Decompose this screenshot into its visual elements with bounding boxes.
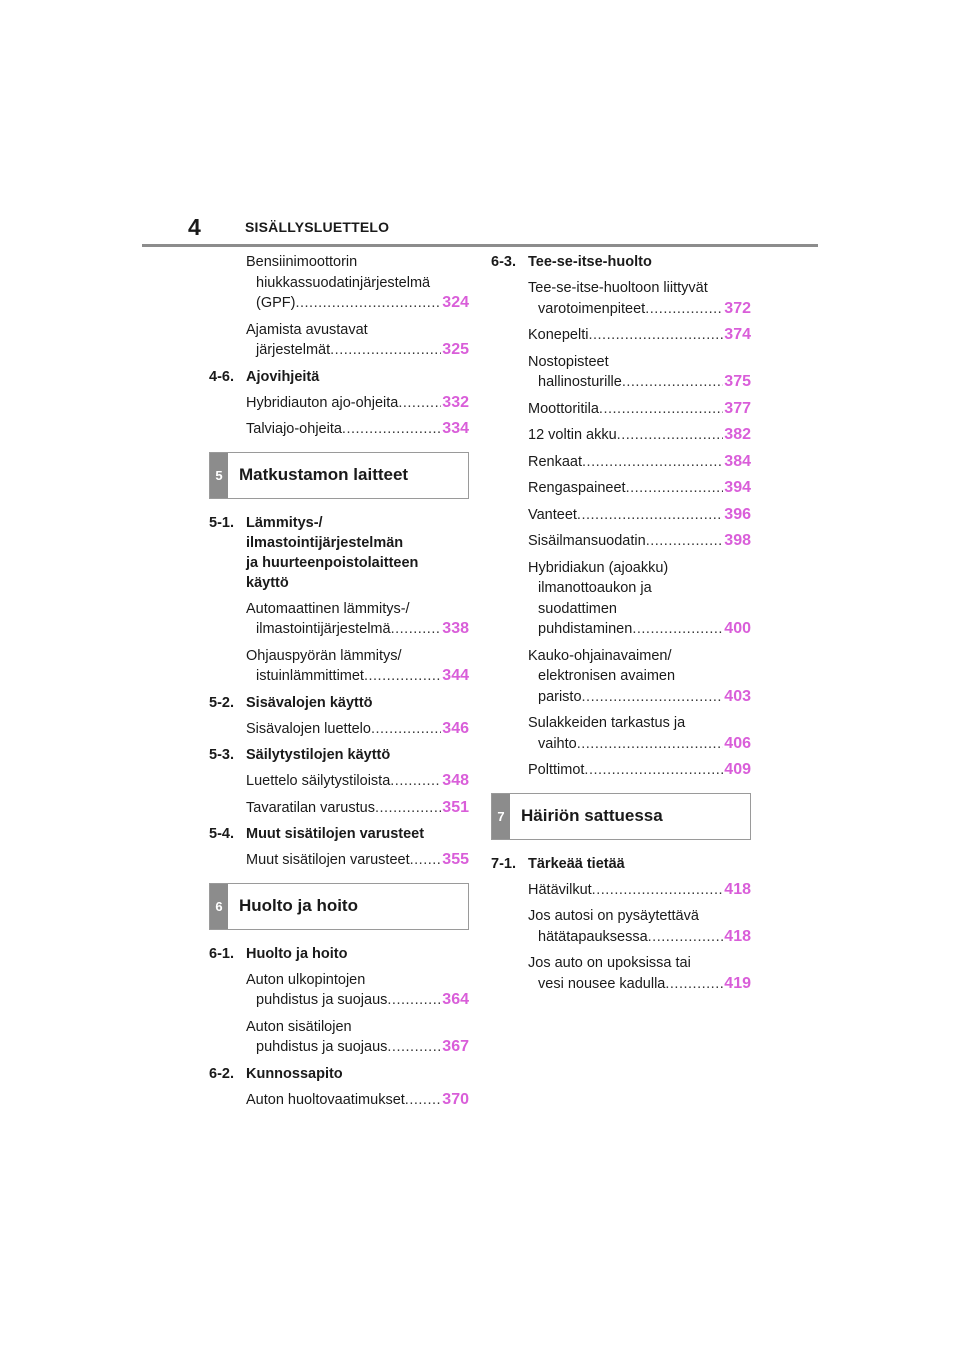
dot-leader (387, 990, 441, 1011)
dot-leader (371, 719, 441, 740)
entry-title-line: puhdistus ja suojaus (256, 1039, 388, 1055)
page-link[interactable]: 334 (442, 420, 469, 437)
dot-leader (375, 798, 441, 819)
page-link[interactable]: 382 (724, 426, 751, 443)
section-title-line: Ajovihjeitä (246, 368, 320, 385)
toc-entry[interactable] (528, 531, 751, 552)
toc-entry[interactable] (528, 425, 751, 446)
entry-title-row (246, 1037, 469, 1058)
entry-title-row (528, 619, 751, 640)
page-link[interactable]: 418 (724, 880, 751, 898)
chapter-title: Matkustamon laitteet (239, 465, 409, 484)
dot-leader (577, 505, 723, 526)
entry-title-row (246, 1090, 469, 1111)
toc-entry[interactable] (246, 252, 469, 314)
dot-leader (391, 619, 442, 640)
section-number: 5-3. (209, 747, 234, 763)
toc-entry[interactable] (246, 798, 469, 819)
section-number: 4-6. (209, 368, 234, 385)
entry-title-line: Hybridiakun (ajoakku) (528, 559, 669, 576)
entry-title-line: Polttimot (528, 762, 585, 778)
toc-entry[interactable] (246, 1090, 469, 1111)
page-number: 4 (188, 214, 201, 240)
toc-section-heading (209, 367, 469, 387)
toc-entry[interactable] (246, 771, 469, 792)
section-title-line: Tärkeää tietää (528, 855, 625, 872)
page-link[interactable]: 338 (442, 620, 469, 637)
entry-title-line: hallinosturille (538, 374, 622, 390)
entry-title-line: Jos auto on upoksissa tai (528, 955, 691, 971)
page-link[interactable]: 403 (724, 687, 751, 705)
toc-entry[interactable] (246, 393, 469, 414)
entry-title-row (528, 399, 751, 420)
page-link[interactable]: 325 (442, 341, 469, 358)
entry-title-line: Sisävalojen luettelo (246, 720, 371, 737)
toc-entry[interactable] (246, 320, 469, 361)
page-link[interactable]: 400 (724, 620, 751, 637)
entry-title-row (246, 990, 469, 1011)
entry-title-row (528, 880, 751, 901)
toc-section-heading (491, 854, 751, 874)
section-title-line: Säilytystilojen käyttö (246, 747, 391, 763)
toc-section-heading (491, 252, 751, 272)
toc-column-left (209, 252, 469, 1116)
entry-title-row (528, 299, 751, 320)
dot-leader (390, 771, 441, 792)
entry-title-line: Renkaat (528, 453, 583, 470)
page-link[interactable]: 394 (724, 479, 751, 496)
entry-title-line: ilmastointijärjestelmä (256, 621, 391, 637)
section-title-line: ja huurteenpoistolaitteen (246, 554, 419, 571)
section-title-line: Lämmitys-/ (246, 514, 323, 531)
page-link[interactable]: 332 (442, 393, 469, 411)
entry-title-line: hiukkassuodatinjärjestelmä (256, 274, 431, 291)
dot-leader (617, 425, 724, 446)
entry-title-row (528, 505, 751, 526)
dot-leader (626, 478, 724, 499)
entry-title-row (528, 325, 751, 346)
entry-title-row (528, 974, 751, 995)
dot-leader (584, 760, 723, 781)
toc-entry[interactable] (246, 970, 469, 1011)
entry-title-line: Hybridiauton ajo-ohjeita (246, 394, 399, 411)
toc-entry[interactable] (246, 850, 469, 871)
dot-leader (648, 927, 724, 948)
entry-title-row (528, 927, 751, 948)
toc-entry[interactable] (528, 558, 751, 640)
page-link[interactable]: 372 (724, 299, 751, 317)
entry-title-line: Tee-se-itse-huoltoon liittyvät (528, 280, 708, 296)
section-title-line: Huolto ja hoito (246, 945, 348, 962)
entry-title-row (528, 687, 751, 708)
page-link[interactable]: 344 (442, 667, 469, 684)
entry-title-line: Ohjauspyörän lämmitys/ (246, 647, 402, 664)
entry-title-row (246, 798, 469, 819)
toc-entry[interactable] (246, 1017, 469, 1058)
section-number: 5-1. (209, 514, 234, 531)
toc-entry[interactable] (246, 419, 469, 440)
dot-leader (387, 1037, 441, 1058)
entry-title-row (528, 734, 751, 755)
page-link[interactable]: 409 (724, 761, 751, 778)
page-link[interactable]: 377 (724, 399, 751, 417)
page-link[interactable]: 374 (724, 326, 751, 343)
dot-leader (622, 372, 723, 393)
entry-title-line: puhdistaminen (538, 621, 633, 637)
dot-leader (645, 299, 723, 320)
entry-title-line: Sisäilmansuodatin (528, 533, 646, 549)
page-link[interactable]: 346 (442, 719, 469, 737)
entry-title-line: elektronisen avaimen (538, 668, 676, 684)
page-link[interactable]: 364 (442, 991, 469, 1008)
page-link[interactable]: 351 (442, 798, 469, 816)
entry-title-line: Nostopisteet (528, 353, 609, 370)
page-link[interactable]: 370 (442, 1090, 469, 1108)
entry-title-row (246, 619, 469, 640)
dot-leader (646, 531, 724, 552)
entry-title-line: Rengaspaineet (528, 480, 626, 496)
entry-title-line: 12 voltin akku (528, 427, 617, 443)
entry-title-line: Vanteet (528, 506, 577, 523)
entry-title-line: istuinlämmittimet (256, 668, 364, 684)
section-title-line: Sisävalojen käyttö (246, 694, 373, 711)
entry-title-line: puhdistus ja suojaus (256, 992, 388, 1008)
dot-leader (632, 619, 723, 640)
toc-entry[interactable] (246, 646, 469, 687)
toc-column-right (491, 252, 751, 1000)
entry-title-line: Talviajo-ohjeita (246, 421, 342, 437)
entry-title-row (528, 372, 751, 393)
toc-entry[interactable] (528, 880, 751, 901)
dot-leader (582, 452, 723, 473)
entry-title-line: Auton sisätilojen (246, 1018, 352, 1035)
chapter-title: Häiriön sattuessa (521, 806, 663, 825)
entry-title-line: Automaattinen lämmitys-/ (246, 600, 410, 617)
entry-title-row (246, 393, 469, 414)
page-link[interactable]: 396 (724, 505, 751, 523)
section-title-line: Tee-se-itse-huolto (528, 254, 652, 270)
entry-title-line: Jos autosi on pysäytettävä (528, 908, 699, 924)
chapter-number: 5 (210, 453, 228, 498)
page-link[interactable]: 367 (442, 1038, 469, 1055)
toc-section-heading (209, 513, 469, 593)
dot-leader (410, 850, 442, 871)
entry-title-row (246, 666, 469, 687)
dot-leader (295, 293, 441, 314)
entry-title-row (528, 452, 751, 473)
entry-title-line: Kauko-ohjainavaimen/ (528, 647, 672, 664)
toc-entry[interactable] (528, 646, 751, 708)
page-link[interactable]: 419 (724, 974, 751, 992)
chapter-box[interactable] (491, 793, 751, 840)
entry-title-line: ilmanottoaukon ja (538, 580, 652, 596)
entry-title-row (246, 719, 469, 740)
entry-title-line: vaihto (538, 735, 577, 752)
entry-title-row (528, 760, 751, 781)
entry-title-line: hätätapauksessa (538, 928, 648, 945)
chapter-title: Huolto ja hoito (239, 896, 358, 915)
entry-title-line: Auton ulkopintojen (246, 971, 366, 988)
entry-title-line: Hätävilkut (528, 881, 592, 898)
toc-entry[interactable] (246, 599, 469, 640)
section-number: 7-1. (491, 855, 516, 872)
section-title-line: Muut sisätilojen varusteet (246, 826, 425, 842)
entry-title-row (246, 293, 469, 314)
section-title-line: ilmastointijärjestelmän (246, 534, 404, 551)
entry-title-row (528, 478, 751, 499)
toc-entry[interactable] (528, 399, 751, 420)
entry-title-row (528, 425, 751, 446)
entry-title-line: paristo (538, 688, 582, 705)
page-link[interactable]: 384 (724, 452, 751, 470)
entry-title-row (246, 340, 469, 361)
dot-leader (364, 666, 441, 687)
page-link[interactable]: 348 (442, 772, 469, 789)
entry-title-line: Auton huoltovaatimukset (246, 1091, 405, 1108)
toc-section-heading (209, 944, 469, 964)
page-header (142, 213, 818, 247)
section-number: 5-4. (209, 826, 234, 842)
dot-leader (577, 734, 724, 755)
entry-title-line: vesi nousee kadulla (538, 975, 666, 992)
toc-entry[interactable] (528, 953, 751, 994)
chapter-number: 7 (492, 794, 510, 839)
toc-section-heading (209, 824, 469, 844)
toc-section-heading (209, 745, 469, 765)
dot-leader (342, 419, 441, 440)
entry-title-line: varotoimenpiteet (538, 300, 646, 317)
toc-section-heading (209, 1064, 469, 1084)
chapter-box[interactable] (209, 452, 469, 499)
toc-entry[interactable] (528, 325, 751, 346)
header-rule (142, 244, 818, 247)
dot-leader (398, 393, 441, 414)
entry-title-row (246, 771, 469, 792)
toc-entry[interactable] (528, 760, 751, 781)
entry-title-line: suodattimen (538, 600, 617, 617)
dot-leader (665, 974, 723, 995)
toc-entry[interactable] (528, 713, 751, 754)
toc-entry[interactable] (528, 906, 751, 947)
page-title: SISÄLLYSLUETTELO (245, 219, 390, 235)
dot-leader (588, 325, 723, 346)
section-title-line: Kunnossapito (246, 1065, 343, 1082)
dot-leader (330, 340, 441, 361)
page-link[interactable]: 355 (442, 851, 469, 868)
dot-leader (405, 1090, 442, 1111)
toc-entry[interactable] (528, 352, 751, 393)
page-link[interactable]: 406 (724, 734, 751, 752)
dot-leader (599, 399, 723, 420)
entry-title-row (246, 850, 469, 871)
page-link[interactable]: 324 (442, 294, 469, 311)
toc-entry[interactable] (528, 278, 751, 319)
entry-title-line: Muut sisätilojen varusteet (246, 852, 410, 868)
entry-title-line: Konepelti (528, 327, 589, 343)
chapter-box[interactable] (209, 883, 469, 930)
entry-title-row (246, 419, 469, 440)
entry-title-row (528, 531, 751, 552)
page-link[interactable]: 375 (724, 373, 751, 390)
section-title-line: käyttö (246, 574, 289, 591)
entry-title-line: Tavaratilan varustus (246, 799, 375, 816)
toc-entry[interactable] (528, 505, 751, 526)
toc-entry[interactable] (528, 452, 751, 473)
dot-leader (592, 880, 724, 901)
toc-entry[interactable] (246, 719, 469, 740)
section-number: 6-2. (209, 1065, 234, 1082)
section-number: 6-1. (209, 945, 234, 962)
entry-title-line: Luettelo säilytystiloista (246, 773, 391, 789)
entry-title-line: järjestelmät (256, 342, 331, 358)
page-link[interactable]: 398 (724, 532, 751, 549)
page-link[interactable]: 418 (724, 927, 751, 945)
section-number: 6-3. (491, 254, 516, 270)
entry-title-line: (GPF) (256, 295, 296, 311)
entry-title-line: Bensiinimoottorin (246, 254, 358, 270)
toc-section-heading (209, 693, 469, 713)
entry-title-line: Sulakkeiden tarkastus ja (528, 715, 686, 731)
entry-title-line: Ajamista avustavat (246, 321, 368, 338)
toc-entry[interactable] (528, 478, 751, 499)
entry-title-line: Moottoritila (528, 400, 599, 417)
section-number: 5-2. (209, 694, 234, 711)
chapter-number: 6 (210, 884, 228, 929)
dot-leader (582, 687, 724, 708)
